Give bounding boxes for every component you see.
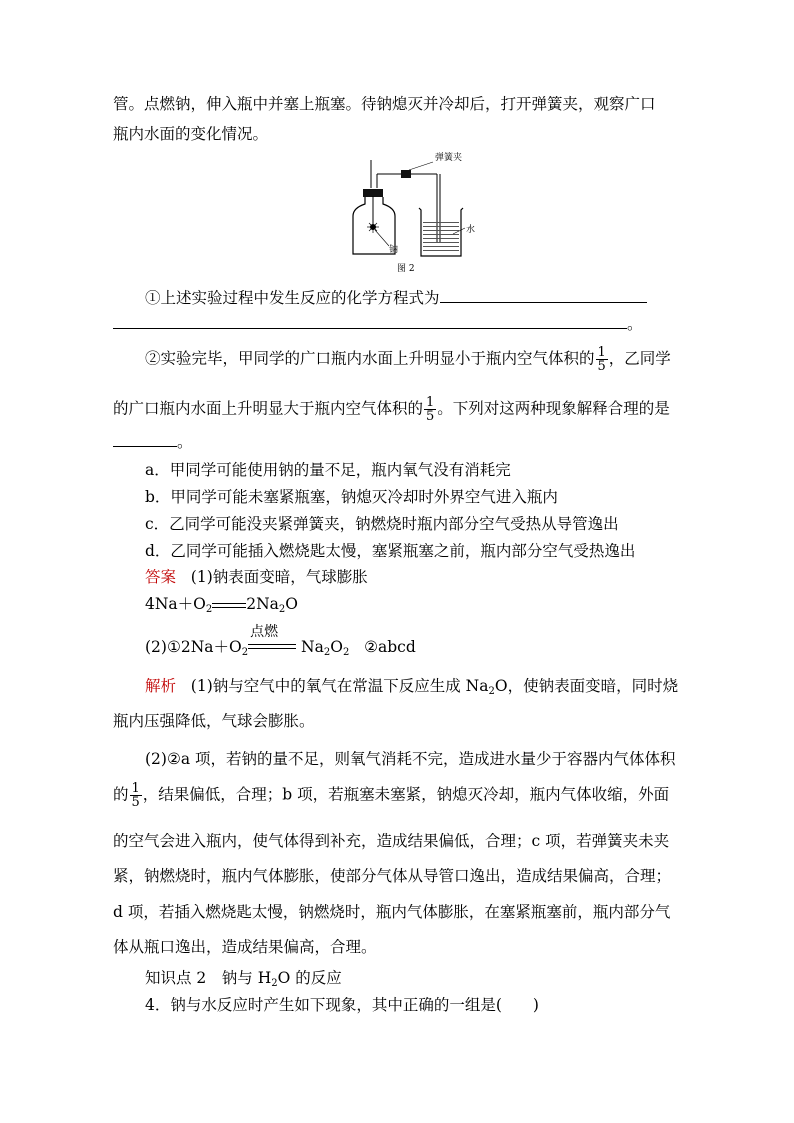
analysis-line-7: d 项，若插入燃烧匙太慢，钠燃烧时，瓶内气体膨胀，在塞紧瓶塞前，瓶内部分气 [113, 903, 671, 921]
question-2-text-c: 的广口瓶内水面上升明显大于瓶内空气体积的 [113, 399, 424, 418]
answer-blank-2 [113, 432, 177, 447]
analysis-label: 解析 [145, 677, 177, 695]
equals-sign [212, 595, 246, 615]
intro-line-2: 瓶内水面的变化情况。 [113, 125, 269, 143]
eq2-product-sub2: 2 [342, 647, 350, 658]
question-2-line-3 [113, 432, 193, 452]
fraction-denominator: 5 [426, 409, 435, 424]
knowledge-post: O 的反应 [277, 969, 342, 987]
answer-label: 答案 [145, 568, 177, 586]
question-2-line-2 [113, 396, 670, 423]
option-c: c．乙同学可能没夹紧弹簧夹，钠燃烧时瓶内部分空气受热从导管逸出 [145, 515, 619, 533]
option-d: d．乙同学可能插入燃烧匙太慢，塞紧瓶塞之前，瓶内部分空气受热逸出 [145, 542, 636, 560]
fraction-denominator: 5 [597, 359, 606, 374]
question-2-text-d: 。下列对这两种现象解释合理的是 [437, 399, 670, 418]
water-label: 水 [466, 225, 476, 235]
intro-line-1: 管。点燃钠，伸入瓶中并塞上瓶塞。待钠熄灭并冷却后，打开弹簧夹，观察广口 [113, 95, 656, 113]
eq2-product: Na [301, 638, 324, 656]
eq1-right-tail: O [285, 595, 299, 613]
sodium-label: 钠 [389, 245, 399, 255]
eq2-suffix: ②abcd [364, 638, 416, 656]
analysis-line-5: 的空气会进入瓶内，使气体得到补充，造成结果偏低，合理；c 项，若弹簧夹未夹 [113, 832, 670, 850]
analysis-line-3: (2)②a 项，若钠的量不足，则氧气消耗不完，造成进水量少于容器内气体体积 [145, 750, 676, 768]
option-b: b．甲同学可能未塞紧瓶塞，钠熄灭冷却时外界空气进入瓶内 [145, 488, 558, 506]
analysis-line-2: 瓶内压强降低，气球会膨胀。 [113, 712, 315, 730]
answer-equation-2 [145, 624, 416, 658]
question-2-end: 。 [177, 433, 193, 451]
question-4: 4．钠与水反应时产生如下现象，其中正确的一组是( ) [145, 996, 539, 1014]
question-1 [145, 288, 647, 308]
eq2-product-sub1: 2 [323, 647, 331, 658]
fraction-numerator: 1 [426, 395, 435, 410]
analysis-text-post: ，结果偏低，合理；b 项，若瓶塞未塞紧，钠熄灭冷却，瓶内气体收缩，外面 [142, 785, 670, 804]
answer-text-1: (1)钠表面变暗，气球膨胀 [190, 568, 368, 586]
knowledge-pre: 知识点 2 钠与 H [145, 969, 272, 987]
eq1-left-sub: 2 [205, 604, 213, 615]
question-1-end: 。 [627, 315, 643, 333]
eq1-right-sub: 2 [278, 604, 286, 615]
clamp-label: 弹簧夹 [435, 153, 463, 163]
question-1-continued [113, 314, 643, 334]
apparatus-figure [343, 152, 483, 282]
fraction-denominator: 5 [131, 795, 140, 810]
answer-blank-1b [113, 314, 627, 329]
eq2-product-mid: O [330, 638, 343, 656]
fraction-numerator: 1 [131, 781, 140, 796]
analysis-text-pre: 的 [113, 785, 129, 804]
figure-caption: 图 2 [397, 264, 415, 274]
analysis-line-1 [145, 676, 678, 696]
answer-line-1 [145, 567, 368, 587]
analysis-line-4 [113, 782, 669, 809]
knowledge-sub: 2 [271, 978, 278, 989]
answer-blank-1 [440, 288, 647, 303]
fraction-one-fifth-3 [130, 782, 142, 809]
analysis-sub: 2 [488, 686, 495, 697]
eq2-prefix-sub: 2 [241, 647, 249, 658]
question-1-text: ①上述实验过程中发生反应的化学方程式为 [145, 289, 440, 307]
question-2-text-a: ②实验完毕，甲同学的广口瓶内水面上升明显小于瓶内空气体积的 [145, 349, 595, 368]
fraction-one-fifth [596, 346, 608, 373]
ignition-condition: 点燃 [250, 624, 279, 640]
analysis-line-6: 紧，钠燃烧时，瓶内气体膨胀，使部分气体从导管口逸出，造成结果偏高，合理； [113, 867, 672, 885]
question-2-text-b: ，乙同学 [608, 349, 671, 368]
question-2-line-1 [145, 346, 671, 373]
analysis-text-1a: (1)钠与空气中的氧气在常温下反应生成 Na [190, 677, 489, 695]
analysis-line-8: 体从瓶口逸出，造成结果偏高，合理。 [113, 938, 377, 956]
answer-equation-1 [145, 594, 298, 615]
fraction-numerator: 1 [597, 345, 606, 360]
eq1-right: 2Na [246, 595, 279, 613]
option-a: a．甲同学可能使用钠的量不足，瓶内氧气没有消耗完 [145, 461, 511, 479]
analysis-text-1b: O，使钠表面变暗，同时烧 [494, 677, 679, 695]
fraction-one-fifth-2 [424, 396, 436, 423]
eq1-left: 4Na＋O [145, 595, 206, 613]
knowledge-point-heading [145, 968, 342, 988]
eq2-prefix: (2)①2Na＋O [145, 638, 242, 656]
ignition-sign [248, 624, 296, 656]
